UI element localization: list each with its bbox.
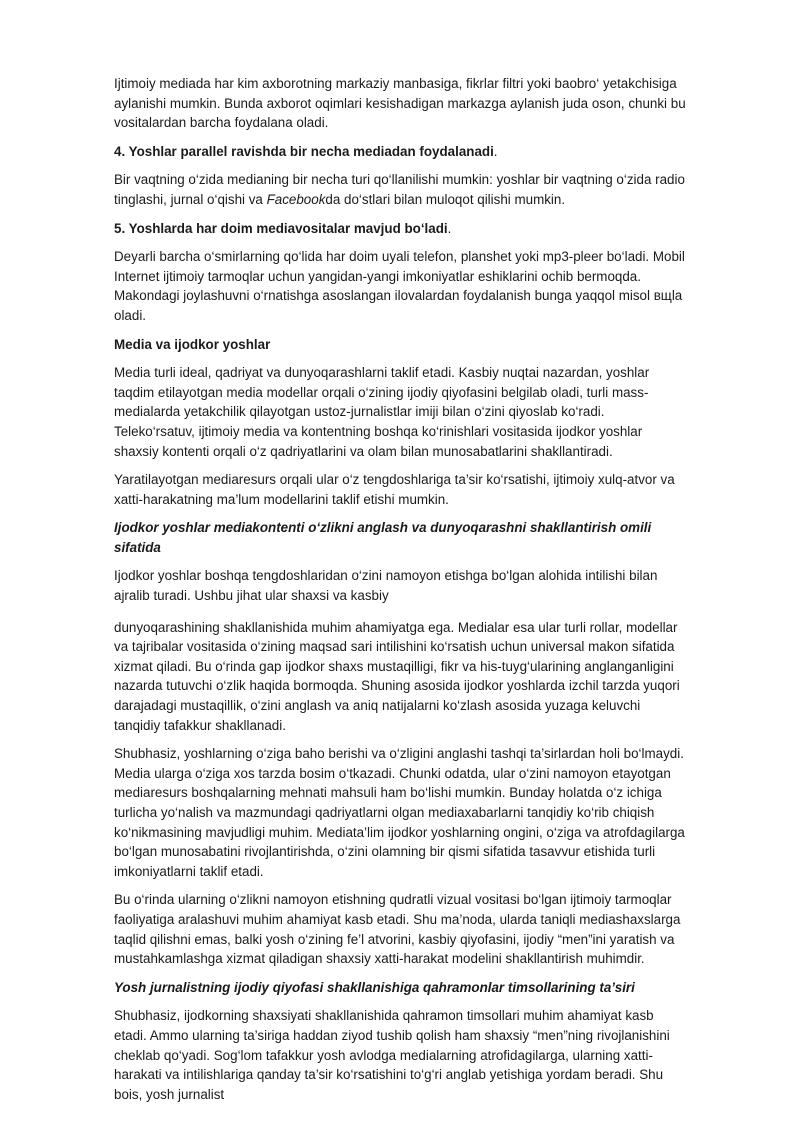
heading-parallel-media [114, 142, 688, 162]
heading-period: . [447, 220, 452, 236]
paragraph-media-ideals: Media turli ideal, qadriyat va dunyoqarashlarni taklif etadi. Kasbiy nuqtai nazardan, yoshlar taqdim etilayotgan media modellar orqali o‘zining ijodiy qiyofasini belgilab oladi, turli mass-medialarda yetakchilik qilayotgan ustoz-jurnalistlar imiji bilan o‘zini qiyoslab ko‘radi. Teleko‘rsatuv, ijtimoiy media va kontentning boshqa ko‘rinishlari vositasida ijodkor yoshlar shaxsiy kontenti orqali o‘z qadriyatlarini va olam bilan munosabatlarini shakllantiradi. [114, 365, 650, 459]
paragraph-self-expression-continued: dunyoqarashining shakllanishida muhim ahamiyatga ega. Medialar esa ular turli rollar, modellar va tajribalar vositasida o‘zining maqsad sari intilishini ko‘rsatish uchun universal makon sifatida xizmat qiladi. Bu o‘rinda gap ijodkor shaxs mustaqilligi, fikr va his-tuyg‘ularining anglanganligini nazarda tutuvchi o‘zlik haqida bormoqda. Shuning asosida ijodkor yoshlarda izchil tarzda yuqori darajadagi mustaqillik, o‘zini anglash va aniq natijalarni ko‘zlash asosida yuzaga keluvchi tanqidiy tafakkur shakllanadi. [114, 619, 680, 733]
heading-text: 4. Yoshlar parallel ravishda bir necha mediadan foydalanadi [114, 143, 494, 159]
paragraph-social-networks: Bu o‘rinda ularning o‘zlikni namoyon etishning qudratli vizual vositasi bo‘lgan ijtimoiy tarmoqlar faoliyatiga aralashuvi muhim ahamiyat kasb etadi. Shu ma’noda, ularda taniqli mediashaxslarga taqlid qilishni emas, balki yosh o‘zining fe’l atvorini, kasbiy qiyofasini, ijodiy “men”ini yaratish va mustahkamlashga xizmat qiladigan shaxsiy xatti-harakat modelini shakllantirish muhimdir. [114, 892, 681, 967]
heading-hero-images: Yosh jurnalistning ijodiy qiyofasi shakllanishiga qahramonlar timsollarining ta’siri [114, 979, 635, 995]
facebook-italic: Facebook [266, 191, 326, 207]
heading-period: . [493, 143, 498, 159]
paragraph-hero-influence: Shubhasiz, ijodkorning shaxsiyati shakllanishida qahramon timsollari muhim ahamiyat kasb etadi. Ammo ularning ta’siriga haddan ziyod tushib qolish ham shaxsiy “men”ning rivojlanishini cheklab qo‘yadi. Sog‘lom tafakkur yosh avlodga medialarning atrofidagilarga, ularning xatti-harakati va intilishlariga qanday ta’sir ko‘rsatishini to‘g‘ri anglab yetishiga yordam beradi. Shu bois, yosh jurnalist [114, 1008, 670, 1102]
paragraph-text-part: Bir vaqtning o‘zida medianing bir necha turi qo‘llanilishi mumkin: yoshlar bir vaqtning o‘zida radio tinglashi, jurnal o‘qishi va [114, 172, 685, 207]
paragraph-self-expression-start: Ijodkor yoshlar boshqa tengdoshlaridan o‘zini namoyon etishga bo‘lgan alohida intilishi bilan ajralib turadi. Ushbu jihat ular shaxsi va kasbiy [114, 568, 658, 604]
paragraph-text-part: da do‘stlari bilan muloqot qilishi mumkin. [325, 191, 566, 207]
paragraph-self-assessment: Shubhasiz, yoshlarning o‘ziga baho berishi va o‘zligini anglashi tashqi ta’sirlardan holi bo‘lmaydi. Media ularga o‘ziga xos tarzda bosim o‘tkazadi. Chunki odatda, ular o‘zini namoyon etayotgan mediaresurs boshqalarning mehnati mahsuli ham bo‘lishi mumkin. Bunday holatda o‘z ichiga turlicha yo‘nalish va mazmundagi qadriyatlarni olgan mediaxabarlarni tanqidiy ko‘rib chiqish ko‘nikmasining mavjudligi muhim. Mediata’lim ijodkor yoshlarning ongini, o‘ziga va atrofdagilarga bo‘lgan munosabatini rivojlantirishda, o‘zini olamning bir qismi sifatida tasavvur etishida turli imkoniyatlarni taklif etadi. [114, 746, 685, 879]
heading-text: 5. Yoshlarda har doim mediavositalar mavjud bo‘ladi [114, 220, 448, 236]
paragraph-mobile-devices: Deyarli barcha o‘smirlarning qo‘lida har doim uyali telefon, planshet yoki mp3-pleer bo‘ladi. Mobil Internet ijtimoiy tarmoqlar uchun yangidan-yangi imkoniyatlar eshiklarini ochib bermoqda. Makondagi joylashuvni o‘rnatishga asoslangan ilovalardan foydalanish bunga yaqqol misol вщla oladi. [114, 249, 685, 323]
paragraph-media-resource-influence: Yaratilayotgan mediaresurs orqali ular o‘z tengdoshlariga ta’sir ko‘rsatishi, ijtimoiy xulq-atvor va xatti-harakatning ma’lum modellarini taklif etishi mumkin. [114, 472, 675, 507]
heading-always-media [114, 219, 688, 239]
paragraph-social-media-hub: Ijtimoiy mediada har kim axborotning markaziy manbasiga, fikrlar filtri yoki baobro‘ yetakchisiga aylanishi mumkin. Bunda axborot oqimlari kesishadigan markazga aylanish juda oson, chunki bu vositalardan barcha foydalana oladi. [114, 76, 686, 131]
heading-media-creative-youth: Media va ijodkor yoshlar [114, 336, 271, 352]
heading-creative-youth-content: Ijodkor yoshlar mediakontenti o‘zlikni anglash va dunyoqarashni shakllantirish omili sifatida [114, 520, 652, 555]
paragraph-multiple-media [114, 170, 688, 209]
